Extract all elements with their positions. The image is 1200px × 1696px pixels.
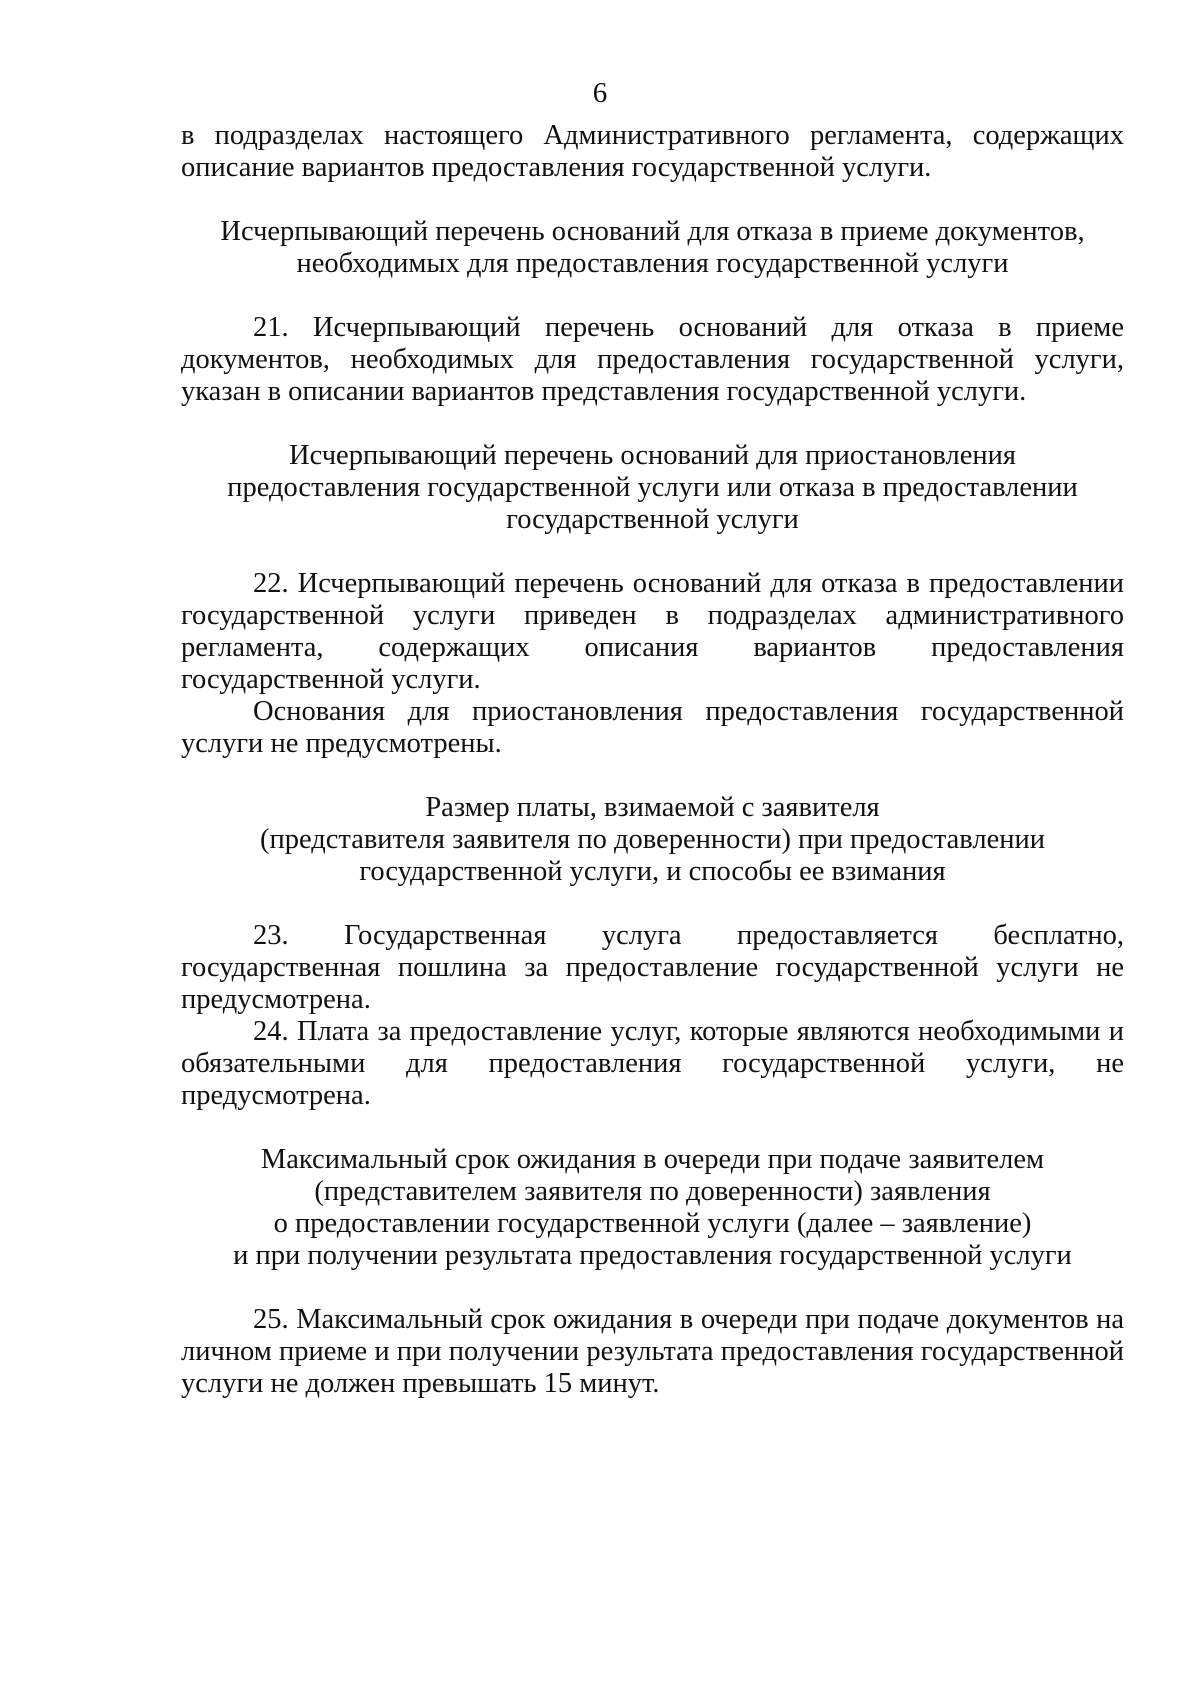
paragraph-22: 22. Исчерпывающий перечень оснований для отказа в предоставлении государственной услуги приведен в подразделах административного регламента, содержащих описания вариантов предоставления государственной услуги. [181,568,1124,695]
heading-line: (представителя заявителя по доверенности) при предоставлении [259,824,1045,855]
heading-line: Исчерпывающий перечень оснований для приостановления [289,440,1016,471]
spacer [181,184,1124,216]
heading-line: и при получении результата предоставления государственной услуги [233,1240,1072,1271]
paragraph-continuation: в подразделах настоящего Административного регламента, содержащих описание вариантов предоставления государственной услуги. [181,120,1124,183]
paragraph-23: 23. Государственная услуга предоставляется бесплатно, государственная пошлина за предоставление государственной услуги не предусмотрена. [181,920,1124,1015]
paragraph-22-suspension: Основания для приостановления предоставления государственной услуги не предусмотрены. [181,696,1124,759]
paragraph-25: 25. Максимальный срок ожидания в очереди при подаче документов на личном приеме и при получении результата предоставления государственной услуги не должен превышать 15 минут. [181,1304,1124,1399]
paragraph-21: 21. Исчерпывающий перечень оснований для отказа в приеме документов, необходимых для предоставления государственной услуги, указан в описании вариантов представления государственной услуги. [181,312,1124,407]
paragraph-24: 24. Плата за предоставление услуг, которые являются необходимыми и обязательными для предоставления государственной услуги, не предусмотрена. [181,1016,1124,1111]
heading-line: государственной услуги [506,504,799,535]
heading-line: Исчерпывающий перечень оснований для отказа в приеме документов, [220,216,1085,247]
spacer [181,280,1124,312]
heading-line: необходимых для предоставления государственной услуги [296,248,1009,279]
section-heading-refusal-documents [181,216,1124,280]
spacer [181,1272,1124,1304]
spacer [181,1112,1124,1144]
section-heading-queue-time [181,1144,1124,1272]
document-body [181,120,1124,1400]
heading-line: предоставления государственной услуги или отказа в предоставлении [227,472,1078,503]
spacer [181,536,1124,568]
spacer [181,408,1124,440]
heading-line: государственной услуги, и способы ее взимания [359,856,946,887]
heading-line: Максимальный срок ожидания в очереди при подаче заявителем [260,1144,1045,1175]
heading-line: о предоставлении государственной услуги (далее – заявление) [273,1208,1032,1239]
spacer [181,888,1124,920]
heading-line: Размер платы, взимаемой с заявителя [425,792,880,823]
spacer [181,760,1124,792]
page-number: 6 [592,77,608,109]
section-heading-suspension-refusal [181,440,1124,536]
section-heading-fee [181,792,1124,888]
heading-line: (представителем заявителя по доверенности) заявления [314,1176,991,1207]
